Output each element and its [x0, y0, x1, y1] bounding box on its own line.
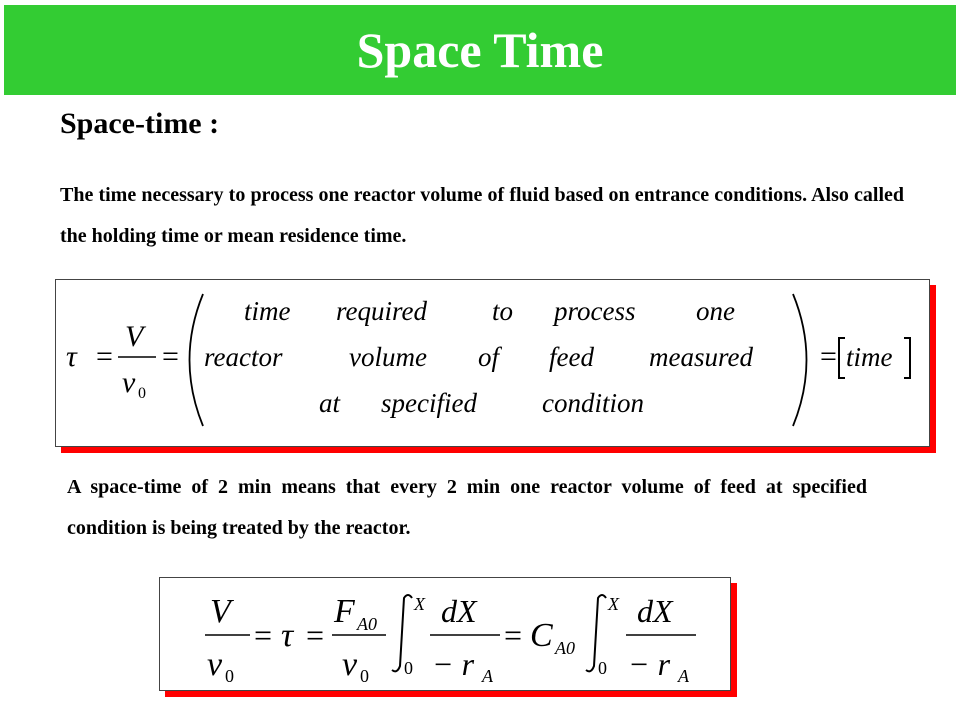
- equals-sign: =: [254, 617, 273, 653]
- word-required: required: [336, 296, 427, 326]
- flow-rate-symbol: v: [122, 366, 136, 399]
- word-at: at: [319, 388, 341, 418]
- volume-symbol: V: [210, 593, 231, 630]
- design-equation-box: [159, 577, 731, 691]
- equation-1: [56, 280, 929, 446]
- word-measured: measured: [649, 342, 753, 372]
- section-heading: Space-time :: [60, 107, 220, 140]
- lower-limit-zero: 0: [404, 658, 413, 678]
- tau-symbol: τ: [281, 617, 294, 654]
- flow-rate-symbol: v: [207, 646, 223, 683]
- word-specified: specified: [381, 388, 477, 418]
- concentration-symbol: C: [530, 617, 553, 654]
- slide-title: Space Time: [356, 22, 604, 78]
- word-feed: feed: [549, 342, 594, 372]
- tau-symbol: τ: [66, 340, 77, 373]
- subscript-a: A: [482, 666, 493, 686]
- word-condition: condition: [542, 388, 644, 418]
- differential-dx: dX: [441, 593, 477, 629]
- word-process: process: [554, 296, 636, 326]
- volume-symbol: V: [125, 320, 144, 353]
- word-time: time: [244, 296, 291, 326]
- word-volume: volume: [349, 342, 427, 372]
- space-time-definition-equation-box: [55, 279, 930, 447]
- flow-rate-symbol: v: [342, 646, 358, 683]
- equals-sign: =: [306, 617, 325, 653]
- equation-2: [160, 578, 730, 690]
- word-of: of: [478, 342, 500, 372]
- reaction-rate: − r: [432, 646, 475, 682]
- subscript-zero: 0: [225, 666, 234, 686]
- title-bar: [4, 5, 956, 95]
- right-parenthesis: [793, 294, 807, 426]
- reaction-rate: − r: [628, 646, 671, 682]
- equals-sign: =: [162, 340, 179, 373]
- word-reactor: reactor: [204, 342, 283, 372]
- word-one: one: [696, 296, 735, 326]
- example-paragraph: A space-time of 2 min means that every 2 min one reactor volume of feed at specified condition is being treated by the reactor.: [67, 476, 867, 539]
- molar-flow-symbol: F: [334, 593, 355, 630]
- equals-sign: =: [96, 340, 113, 373]
- subscript-a0: A0: [357, 614, 377, 634]
- upper-limit-x: X: [414, 594, 425, 614]
- upper-limit-x: X: [608, 594, 619, 614]
- right-bracket: [904, 338, 910, 378]
- unit-time: time: [846, 342, 893, 372]
- subscript-zero: 0: [360, 666, 369, 686]
- differential-dx: dX: [637, 593, 673, 629]
- subscript-a0: A0: [555, 638, 575, 658]
- subscript-a: A: [678, 666, 689, 686]
- definition-paragraph: The time necessary to process one reactor volume of fluid based on entrance conditions. Also called the holding time or mean residence time.: [60, 184, 904, 247]
- equals-sign: =: [820, 340, 837, 373]
- word-to: to: [492, 296, 514, 326]
- subscript-zero: 0: [138, 385, 146, 402]
- lower-limit-zero: 0: [598, 658, 607, 678]
- left-parenthesis: [190, 294, 204, 426]
- left-bracket: [839, 338, 845, 378]
- equals-sign: =: [504, 617, 523, 653]
